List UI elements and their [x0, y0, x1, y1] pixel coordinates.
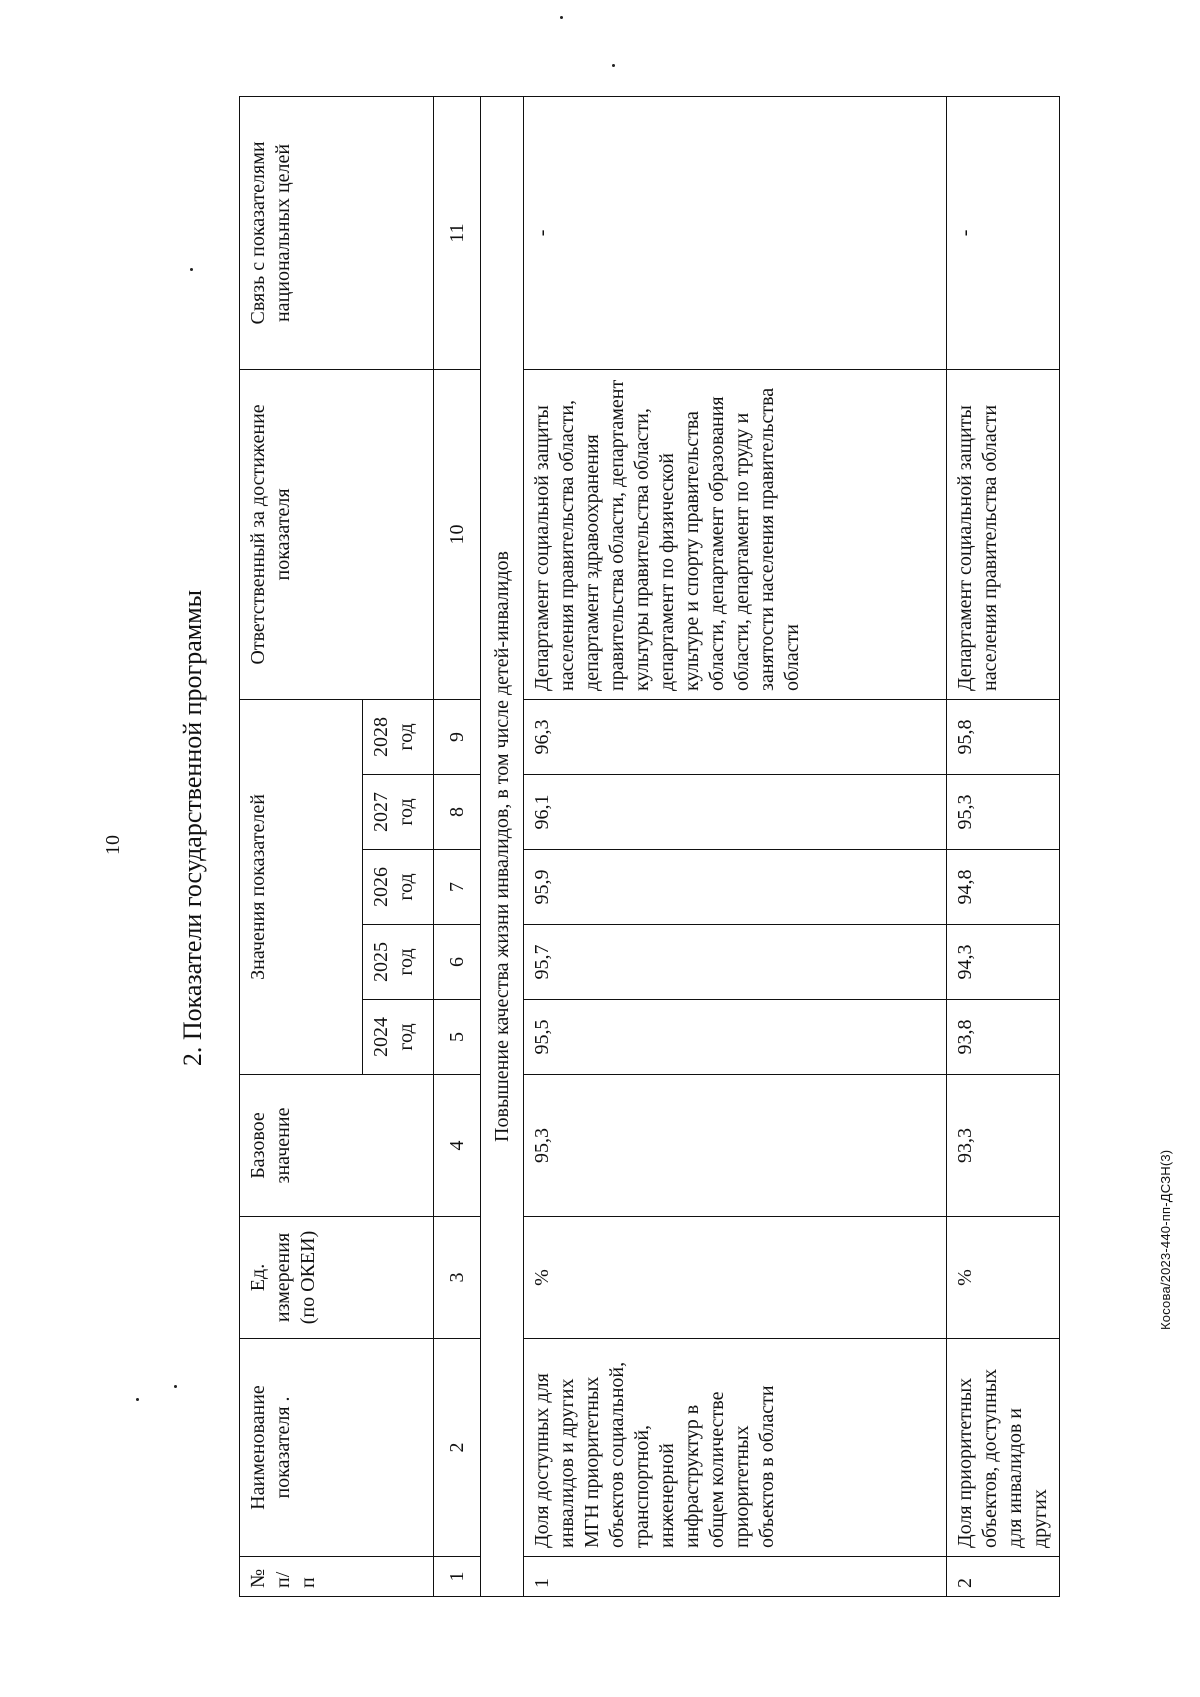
column-index: 5: [434, 1000, 481, 1075]
value-2026: 95,9: [524, 850, 947, 925]
section-heading-row: [481, 96, 524, 1596]
column-index: 3: [434, 1217, 481, 1339]
header-year-2027: 2027 год: [363, 775, 434, 850]
value-2026: 94,8: [947, 850, 1060, 925]
header-year-2028: 2028 год: [363, 699, 434, 774]
indicator-unit: %: [524, 1217, 947, 1339]
column-index: 4: [434, 1075, 481, 1217]
row-num: 2: [947, 1557, 1060, 1597]
indicators-table-wrapper: [239, 97, 1079, 1597]
header-name: Наименование показателя .: [240, 1339, 434, 1557]
scan-speck: [174, 1385, 177, 1388]
header-values-group: Значения показателей: [240, 699, 363, 1074]
page-number: 10: [102, 835, 124, 855]
indicator-name: Доля приоритетных объектов, доступных для инвалидов и других: [947, 1339, 1060, 1557]
column-index: 10: [434, 369, 481, 699]
scan-speck: [560, 16, 563, 19]
header-year-2024: 2024 год: [363, 1000, 434, 1075]
table-row: [947, 96, 1060, 1596]
responsible-department: Департамент социальной защиты населения правительства области, департамент здравоохранения правительства области, департамент культуры правительства области, департамент по физической культуре и спорту правительства области, департамент образования области, департамент по труду и занятости населения правительства области: [524, 369, 947, 699]
base-value: 93,3: [947, 1075, 1060, 1217]
header-national-goals-link: Связь с показателями национальных целей: [240, 96, 434, 369]
scan-speck: [190, 268, 193, 271]
column-index: 7: [434, 850, 481, 925]
header-num: № п/п: [240, 1557, 434, 1597]
indicator-name: Доля доступных для инвалидов и других МГН приоритетных объектов социальной, транспортной, инженерной инфраструктур в общем количестве приоритетных объектов в области: [524, 1339, 947, 1557]
value-2028: 95,8: [947, 699, 1060, 774]
value-2027: 96,1: [524, 775, 947, 850]
scan-speck: [136, 1398, 139, 1401]
indicators-table: [239, 96, 1060, 1597]
row-num: 1: [524, 1557, 947, 1597]
column-index: 8: [434, 775, 481, 850]
header-row: [240, 96, 363, 1596]
header-base-value: Базовое значение: [240, 1075, 434, 1217]
column-index: 11: [434, 96, 481, 369]
indicator-unit: %: [947, 1217, 1060, 1339]
document-stamp: Косова/2023-440-пп-ДСЗН(3): [1158, 1149, 1173, 1330]
header-year-2025: 2025 год: [363, 925, 434, 1000]
column-index: 9: [434, 699, 481, 774]
section-title: 2. Показатели государственной программы: [178, 589, 207, 1067]
column-index: 1: [434, 1557, 481, 1597]
header-unit: Ед. измерения (по ОКЕИ): [240, 1217, 434, 1339]
column-index-row: [434, 96, 481, 1596]
value-2027: 95,3: [947, 775, 1060, 850]
scan-speck: [612, 64, 615, 67]
table-row: [524, 96, 947, 1596]
responsible-department: Департамент социальной защиты населения правительства области: [947, 369, 1060, 699]
value-2024: 95,5: [524, 1000, 947, 1075]
section-heading: Повышение качества жизни инвалидов, в том числе детей-инвалидов: [481, 96, 524, 1596]
value-2028: 96,3: [524, 699, 947, 774]
base-value: 95,3: [524, 1075, 947, 1217]
value-2025: 94,3: [947, 925, 1060, 1000]
national-goals-link: -: [524, 96, 947, 369]
value-2024: 93,8: [947, 1000, 1060, 1075]
column-index: 6: [434, 925, 481, 1000]
national-goals-link: -: [947, 96, 1060, 369]
header-responsible: Ответственный за достижение показателя: [240, 369, 434, 699]
column-index: 2: [434, 1339, 481, 1557]
value-2025: 95,7: [524, 925, 947, 1000]
header-year-2026: 2026 год: [363, 850, 434, 925]
